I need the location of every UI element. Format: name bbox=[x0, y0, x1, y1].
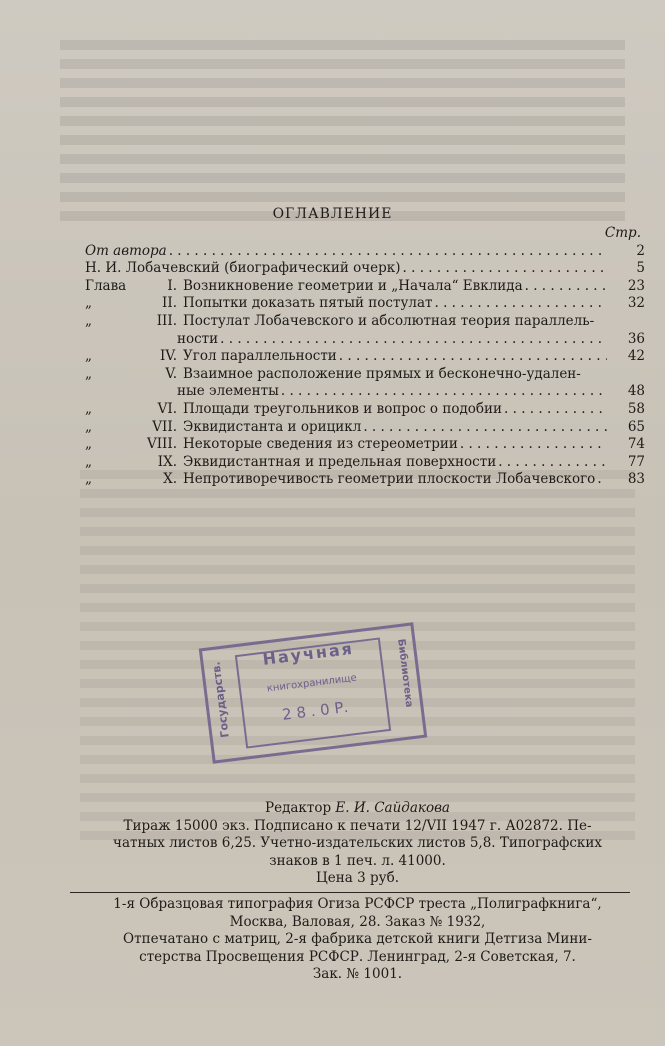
toc-entry-page: 36 bbox=[627, 330, 645, 347]
sheets-line: чатных листов 6,25. Учетно-издательских листов 5,8. Типографских bbox=[113, 835, 602, 851]
press-line-4: стерства Просвещения РСФСР. Ленинград, 2-я Советская, 7. bbox=[139, 948, 576, 965]
editor-label: Редактор bbox=[265, 800, 332, 816]
chapter-number: X. bbox=[163, 471, 177, 488]
toc-entry-page: 48 bbox=[627, 383, 645, 400]
table-of-contents bbox=[85, 225, 645, 489]
leader-dots bbox=[597, 471, 607, 489]
chapter-prefix: Глава bbox=[85, 277, 127, 294]
toc-entry-chapter-8 bbox=[85, 436, 645, 454]
toc-entry-page: 83 bbox=[627, 471, 645, 488]
toc-entry-page: 65 bbox=[627, 418, 645, 435]
toc-entry-bio bbox=[85, 260, 645, 278]
press-line-2: Москва, Валовая, 28. Заказ № 1932, bbox=[229, 913, 486, 930]
toc-entry-page: 42 bbox=[627, 348, 645, 365]
chars-line: знаков в 1 печ. л. 41000. bbox=[269, 852, 446, 869]
toc-entry-title: Взаимное расположение прямых и бесконечно-удален- bbox=[183, 365, 581, 382]
toc-entry-chapter-2 bbox=[85, 295, 645, 313]
printing-house-block bbox=[70, 896, 645, 984]
chapter-number: VII. bbox=[152, 418, 177, 435]
leader-dots bbox=[220, 331, 607, 349]
chapter-prefix: „ bbox=[85, 348, 92, 365]
imprint-block bbox=[70, 800, 645, 888]
chapter-prefix: „ bbox=[85, 295, 92, 312]
chapter-prefix: „ bbox=[85, 365, 92, 382]
chapter-number: V. bbox=[165, 365, 177, 382]
toc-entry-title: Возникновение геометрии и „Начала“ Евклида bbox=[183, 277, 523, 294]
toc-entry-page: 58 bbox=[627, 400, 645, 417]
toc-entry-title: Площади треугольников и вопрос о подобии bbox=[183, 400, 503, 417]
chapter-prefix: „ bbox=[85, 471, 92, 488]
leader-dots bbox=[403, 260, 607, 278]
toc-entry-chapter-5-cont bbox=[85, 383, 645, 401]
toc-entry-page: 32 bbox=[627, 295, 645, 312]
toc-entry-title: Попытки доказать пятый постулат bbox=[183, 295, 433, 312]
leader-dots bbox=[498, 454, 607, 472]
toc-entry-title: Эквидистанта и орицикл bbox=[183, 418, 362, 435]
chapter-number: VI. bbox=[157, 400, 177, 417]
editor-line bbox=[70, 800, 645, 818]
leader-dots bbox=[281, 383, 607, 401]
stamp-bottom-text: 2 8 . 0 Р. bbox=[281, 697, 350, 724]
toc-entry-chapter-5 bbox=[85, 366, 645, 384]
toc-entry-chapter-3-cont bbox=[85, 331, 645, 349]
chapter-number: VIII. bbox=[146, 436, 177, 453]
toc-entry-page: 23 bbox=[627, 277, 645, 294]
leader-dots bbox=[435, 295, 608, 313]
stamp-middle-text: книгохранилище bbox=[266, 672, 358, 695]
leader-dots bbox=[339, 348, 607, 366]
chapter-number: II. bbox=[162, 295, 177, 312]
toc-entry-chapter-10 bbox=[85, 471, 645, 489]
toc-entry-title: Некоторые сведения из стереометрии bbox=[183, 436, 458, 453]
toc-entry-page: 2 bbox=[636, 242, 645, 259]
toc-entry-title: Постулат Лобачевского и абсолютная теория параллель- bbox=[183, 312, 595, 329]
press-line-5: Зак. № 1001. bbox=[312, 966, 403, 982]
print-run-line: Тираж 15000 экз. Подписано к печати 12/VII 1947 г. А02872. Пе- bbox=[123, 817, 592, 834]
chapter-prefix: „ bbox=[85, 400, 92, 417]
toc-entry-author bbox=[85, 243, 645, 261]
toc-entry-chapter-3 bbox=[85, 313, 645, 331]
page-column-label: Стр. bbox=[604, 225, 641, 241]
toc-entry-title: Угол параллельности bbox=[183, 348, 337, 365]
toc-entry-title: Непротиворечивость геометрии плоскости Лобачевского bbox=[183, 471, 596, 488]
leader-dots bbox=[460, 436, 607, 454]
bleed-through-top bbox=[60, 40, 625, 230]
press-line-1: 1-я Образцовая типография Огиза РСФСР треста „Полиграфкнига“, bbox=[113, 896, 602, 912]
leader-dots bbox=[504, 401, 607, 419]
toc-entry-chapter-1 bbox=[85, 278, 645, 296]
editor-name: Е. И. Сайдакова bbox=[335, 800, 450, 816]
stamp-left-text: Государств. bbox=[209, 660, 232, 739]
divider-rule bbox=[70, 892, 630, 893]
toc-entry-page: 74 bbox=[627, 436, 645, 453]
toc-entry-page: 5 bbox=[636, 260, 645, 277]
toc-entry-title: Эквидистантная и предельная поверхности bbox=[183, 453, 497, 470]
leader-dots bbox=[363, 419, 607, 437]
chapter-prefix: „ bbox=[85, 418, 92, 435]
price-line: Цена 3 руб. bbox=[316, 870, 399, 886]
chapter-number: IX. bbox=[157, 453, 177, 470]
leader-dots bbox=[525, 278, 607, 296]
chapter-prefix: „ bbox=[85, 453, 92, 470]
stamp-right-text: Библиотека bbox=[395, 638, 415, 709]
chapter-number: IV. bbox=[159, 348, 177, 365]
chapter-number: I. bbox=[167, 277, 177, 294]
leader-dots bbox=[169, 243, 607, 261]
toc-entry-title-cont: ности bbox=[177, 330, 219, 347]
toc-entry-page: 77 bbox=[627, 453, 645, 470]
press-line-3: Отпечатано с матриц, 2-я фабрика детской книги Детгиза Мини- bbox=[123, 931, 592, 947]
toc-entry-chapter-9 bbox=[85, 454, 645, 472]
toc-heading: ОГЛАВЛЕНИЕ bbox=[272, 206, 393, 222]
chapter-prefix: „ bbox=[85, 312, 92, 329]
toc-entry-title: От автора bbox=[85, 242, 167, 259]
chapter-number: III. bbox=[156, 312, 177, 329]
toc-entry-title-cont: ные элементы bbox=[177, 383, 279, 400]
toc-entry-chapter-7 bbox=[85, 419, 645, 437]
toc-entry-title: Н. И. Лобачевский (биографический очерк) bbox=[85, 260, 401, 277]
stamp-top-text: Научная bbox=[261, 638, 355, 669]
toc-entry-chapter-6 bbox=[85, 401, 645, 419]
chapter-prefix: „ bbox=[85, 436, 92, 453]
toc-entry-chapter-4 bbox=[85, 348, 645, 366]
